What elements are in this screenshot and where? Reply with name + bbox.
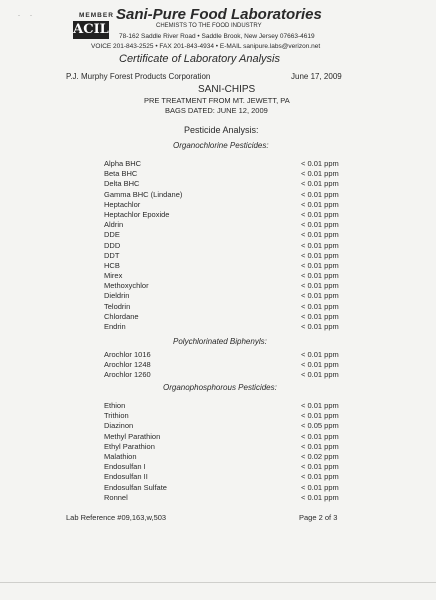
result-row: [104, 261, 354, 271]
result-row: [104, 291, 354, 301]
analyte-value: < 0.01 ppm: [301, 360, 339, 370]
page-number: Page 2 of 3: [299, 513, 338, 522]
analyte-value: < 0.01 ppm: [301, 271, 339, 281]
result-row: [104, 220, 354, 230]
analyte-value: < 0.01 ppm: [301, 281, 339, 291]
bags-dated: BAGS DATED: JUNE 12, 2009: [165, 106, 268, 115]
analyte-value: < 0.01 ppm: [301, 169, 339, 179]
analyte-name: Ethion: [104, 401, 126, 410]
result-row: [104, 442, 354, 452]
analyte-value: < 0.01 ppm: [301, 441, 339, 451]
result-row: [104, 370, 354, 380]
analyte-value: < 0.01 ppm: [301, 472, 339, 482]
lab-contact: VOICE 201-843-2525 • FAX 201-843-4934 • E-MAIL sanipure.labs@verizon.net: [91, 43, 321, 50]
analyte-name: Delta BHC: [104, 179, 140, 189]
result-row: [104, 452, 354, 462]
result-row: [104, 200, 354, 210]
analyte-name: Heptachlor Epoxide: [104, 209, 170, 219]
client-name: P.J. Murphy Forest Products Corporation: [66, 72, 211, 81]
analyte-name: HCB: [104, 260, 120, 270]
margin-mark: - -: [18, 13, 32, 19]
section-title-organophosphorous: Organophosphorous Pesticides:: [163, 383, 277, 392]
result-row: [104, 210, 354, 220]
analyte-name: Methoxychlor: [104, 281, 149, 291]
analyte-name: Methyl Parathion: [104, 431, 161, 441]
analyte-value: < 0.05 ppm: [301, 421, 339, 431]
analyte-value: < 0.01 ppm: [301, 322, 339, 331]
analyte-value: < 0.02 ppm: [301, 451, 339, 461]
analyte-value: < 0.01 ppm: [301, 291, 339, 301]
paper-fold-line: [0, 582, 436, 583]
analyte-name: Arochlor 1248: [104, 360, 151, 370]
analyte-name: Aldrin: [104, 220, 124, 230]
analyte-value: < 0.01 ppm: [301, 431, 339, 441]
result-row: [104, 271, 354, 281]
analyte-name: Arochlor 1016: [104, 350, 151, 359]
analyte-name: Chlordane: [104, 311, 139, 321]
result-row: [104, 462, 354, 472]
analyte-name: Beta BHC: [104, 169, 138, 179]
acil-member-label: MEMBER: [79, 12, 114, 19]
organochlorine-list: [104, 159, 354, 332]
result-row: [104, 190, 354, 200]
analyte-value: < 0.01 ppm: [301, 411, 339, 421]
lab-reference: Lab Reference #09,163,w,503: [66, 513, 167, 522]
analysis-title: Pesticide Analysis:: [184, 125, 259, 135]
analyte-name: Ethyl Parathion: [104, 441, 155, 451]
lab-tagline: CHEMISTS TO THE FOOD INDUSTRY: [156, 23, 262, 29]
result-row: [104, 483, 354, 493]
analyte-value: < 0.01 ppm: [301, 220, 339, 230]
analyte-name: Arochlor 1260: [104, 370, 151, 380]
analyte-name: Trithion: [104, 411, 129, 421]
result-row: [104, 312, 354, 322]
analyte-name: Gamma BHC (Lindane): [104, 189, 183, 199]
analyte-name: DDD: [104, 240, 121, 250]
result-row: [104, 179, 354, 189]
analyte-name: DDT: [104, 250, 120, 260]
result-row: [104, 281, 354, 291]
analyte-name: Telodrin: [104, 301, 131, 311]
product-name: SANI-CHIPS: [198, 84, 256, 95]
analyte-value: < 0.01 ppm: [301, 401, 339, 410]
analyte-value: < 0.01 ppm: [301, 350, 339, 359]
analyte-value: < 0.01 ppm: [301, 260, 339, 270]
analyte-name: Endosulfan II: [104, 472, 148, 482]
certificate-title: Certificate of Laboratory Analysis: [119, 53, 280, 65]
report-date: June 17, 2009: [291, 72, 342, 81]
result-row: [104, 411, 354, 421]
result-row: [104, 230, 354, 240]
result-row: [104, 421, 354, 431]
analyte-value: < 0.01 ppm: [301, 311, 339, 321]
lab-name: Sani-Pure Food Laboratories: [116, 6, 322, 23]
analyte-name: Malathion: [104, 451, 137, 461]
analyte-value: < 0.01 ppm: [301, 482, 339, 492]
result-row: [104, 401, 354, 411]
analyte-value: < 0.01 ppm: [301, 370, 339, 380]
organophosphorous-list: [104, 401, 354, 503]
analyte-name: Endosulfan Sulfate: [104, 482, 167, 492]
result-row: [104, 493, 354, 503]
analyte-name: Heptachlor: [104, 199, 141, 209]
analyte-value: < 0.01 ppm: [301, 462, 339, 472]
analyte-name: Alpha BHC: [104, 159, 142, 168]
analyte-value: < 0.01 ppm: [301, 199, 339, 209]
analyte-value: < 0.01 ppm: [301, 189, 339, 199]
analyte-value: < 0.01 ppm: [301, 492, 339, 502]
result-row: [104, 432, 354, 442]
analyte-value: < 0.01 ppm: [301, 250, 339, 260]
analyte-value: < 0.01 ppm: [301, 301, 339, 311]
acil-logo: ACIL: [73, 22, 109, 37]
result-row: [104, 472, 354, 482]
sample-treatment: PRE TREATMENT FROM MT. JEWETT, PA: [144, 96, 290, 105]
analyte-name: Mirex: [104, 271, 123, 281]
result-row: [104, 350, 354, 360]
analyte-name: Ronnel: [104, 492, 128, 502]
analyte-value: < 0.01 ppm: [301, 179, 339, 189]
analyte-value: < 0.01 ppm: [301, 240, 339, 250]
analyte-value: < 0.01 ppm: [301, 209, 339, 219]
result-row: [104, 251, 354, 261]
section-title-organochlorine: Organochlorine Pesticides:: [173, 141, 269, 150]
analyte-name: DDE: [104, 230, 120, 240]
result-row: [104, 159, 354, 169]
result-row: [104, 322, 354, 332]
result-row: [104, 302, 354, 312]
analyte-name: Diazinon: [104, 421, 134, 431]
analyte-name: Endrin: [104, 322, 126, 331]
section-title-pcb: Polychlorinated Biphenyls:: [173, 337, 267, 346]
result-row: [104, 241, 354, 251]
result-row: [104, 169, 354, 179]
pcb-list: [104, 350, 354, 381]
analyte-name: Endosulfan I: [104, 462, 146, 472]
analyte-name: Dieldrin: [104, 291, 130, 301]
result-row: [104, 360, 354, 370]
analyte-value: < 0.01 ppm: [301, 159, 339, 168]
analyte-value: < 0.01 ppm: [301, 230, 339, 240]
lab-address: 78-162 Saddle River Road • Saddle Brook, New Jersey 07663-4619: [119, 33, 315, 40]
